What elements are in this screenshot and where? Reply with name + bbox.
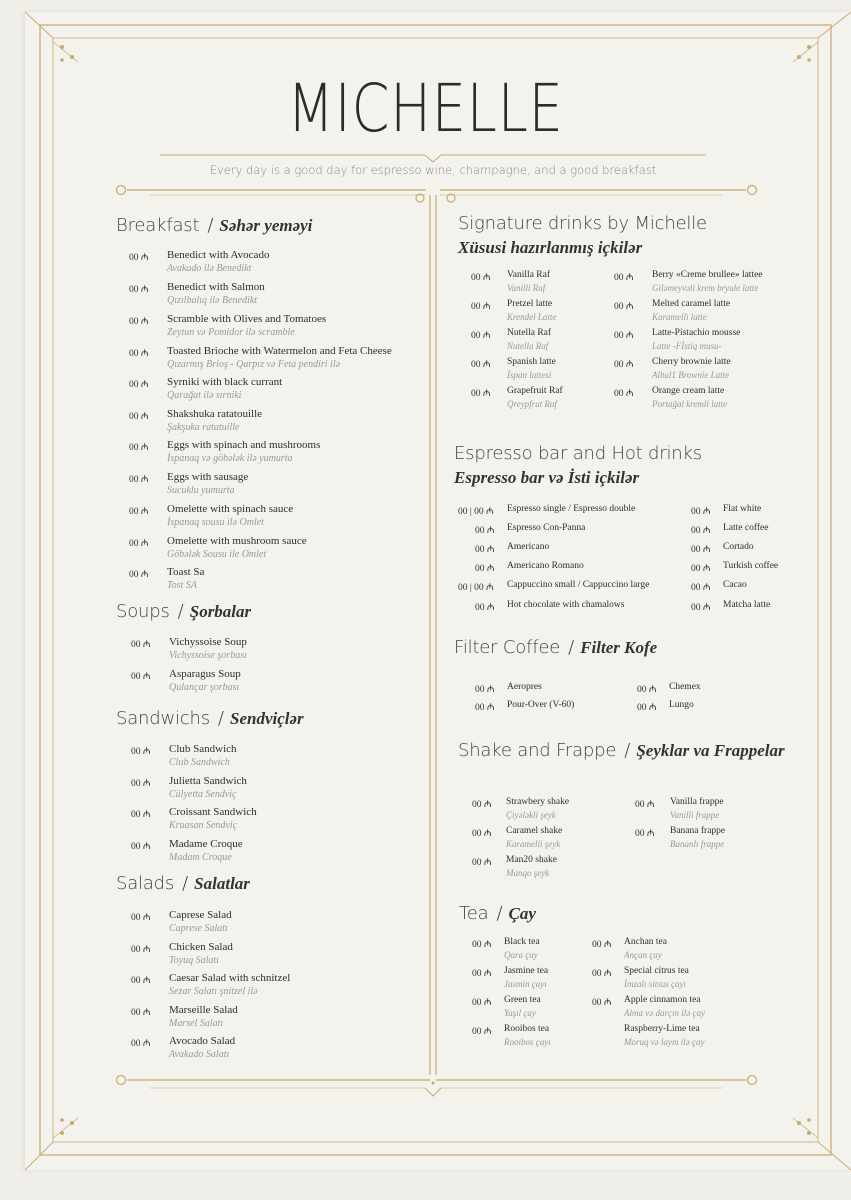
item-name: Chemex: [669, 682, 701, 692]
item-price: 00 ₼: [131, 913, 151, 923]
item-price: 00 ₼: [129, 507, 149, 517]
item-price: 00 ₼: [129, 412, 149, 422]
item-name: Club Sandwich: [169, 743, 237, 755]
item-price: 00 ₼: [472, 969, 492, 979]
item-price: 00 ₼: [691, 583, 711, 593]
item-price: 00 ₼: [592, 940, 612, 950]
item-name-az: Bananlı frappe: [670, 839, 725, 849]
item-price: 00 ₼: [131, 976, 151, 986]
item-name: Benedict with Salmon: [167, 281, 265, 293]
item-name-az: Vanilli frappe: [670, 810, 720, 820]
item-name: Shakshuka ratatouille: [167, 408, 263, 420]
item-price: 00 ₼: [472, 998, 492, 1008]
item-name-az: Club Sandwich: [169, 757, 230, 768]
section-shake-title: Shake and Frappe / Şeyklar va Frappelar: [458, 740, 785, 761]
item-name-az: Çiyələkli şeyk: [506, 810, 556, 820]
item-name-az: Latte -Fİstiq musu-: [652, 341, 722, 351]
item-name: Omelette with spinach sauce: [167, 503, 294, 515]
section-breakfast-title: Breakfast / Səhər yeməyi: [116, 215, 313, 236]
item-name-az: Alma və darçın ilə çay: [624, 1008, 705, 1018]
item-name-az: Qreypfrut Raf: [507, 399, 557, 409]
item-name-az: Qızarmış Brioş - Qarpız və Feta pendiri ilə: [167, 359, 341, 370]
item-name: Cappuccino small / Cappuccino large: [507, 580, 650, 590]
item-price: 00 ₼: [592, 969, 612, 979]
item-name: Eggs with spinach and mushrooms: [167, 439, 321, 451]
item-name-az: Jasmin çayı: [504, 979, 547, 989]
item-name-az: Zeytun və Pomidor ilə scramble: [167, 327, 295, 338]
item-name-az: Albal1 Brownie Latte: [652, 370, 730, 380]
item-price: 00 ₼: [472, 829, 492, 839]
item-price: 00 ₼: [614, 331, 634, 341]
item-price: 00 ₼: [131, 810, 151, 820]
item-price: 00 ₼: [471, 360, 491, 370]
item-price: 00 ₼: [131, 945, 151, 955]
item-name: Omelette with mushroom sauce: [167, 535, 307, 547]
item-price: 00 ₼: [129, 317, 149, 327]
item-price: 00 ₼: [475, 545, 495, 555]
item-name: Cortado: [723, 542, 754, 552]
item-name: Julietta Sandwich: [169, 775, 247, 787]
item-price: 00 ₼: [471, 389, 491, 399]
item-name: Eggs with sausage: [167, 471, 249, 483]
item-name-az: Marsel Salatı: [169, 1018, 224, 1029]
item-name: Strawbery shake: [506, 797, 570, 807]
item-name: Vanilla Raf: [507, 270, 551, 280]
section-tea-title: Tea / Çay: [459, 903, 536, 924]
item-name-az: Vichyssoise şorbası: [169, 650, 247, 661]
item-name: Cacao: [723, 580, 747, 590]
section-filter-title: Filter Coffee / Filter Kofe: [454, 637, 658, 658]
item-name: Man20 shake: [506, 855, 557, 865]
item-name-az: Toyuq Salatı: [169, 955, 219, 966]
item-name: Toasted Brioche with Watermelon and Feta Cheese: [167, 345, 392, 357]
item-price: 00 | 00 ₼: [458, 583, 494, 593]
item-price: 00 ₼: [472, 858, 492, 868]
item-name: Caramel shake: [506, 826, 563, 836]
item-price: 00 ₼: [614, 389, 634, 399]
item-name: Marseille Salad: [169, 1004, 238, 1016]
item-name: Berry «Creme brullee» lattee: [652, 270, 763, 280]
item-name: Caprese Salad: [169, 909, 232, 921]
item-name-az: Portağal kremli latte: [652, 399, 728, 409]
item-name-az: Göbələk Sousu ile Omlet: [167, 549, 267, 560]
item-price: 00 ₼: [472, 1027, 492, 1037]
item-name: Scramble with Olives and Tomatoes: [167, 313, 327, 325]
item-name: Green tea: [504, 995, 541, 1005]
item-name-az: Moruq və laym ilə çay: [624, 1037, 705, 1047]
item-name: Melted caramel latte: [652, 299, 731, 309]
item-name: Avocado Salad: [169, 1035, 236, 1047]
item-name-az: Tost SA: [167, 580, 197, 591]
item-name: Asparagus Soup: [169, 668, 241, 680]
item-name-az: Qulançar şorbası: [169, 682, 240, 693]
item-name: Americano Romano: [507, 561, 584, 571]
section-sandwiches-title: Sandwichs / Sendviçlər: [116, 708, 304, 729]
item-name: Anchan tea: [624, 937, 667, 947]
item-price: 00 ₼: [472, 940, 492, 950]
item-name-az: Rooibos çayı: [504, 1037, 551, 1047]
item-price: 00 ₼: [635, 829, 655, 839]
item-price: 00 ₼: [475, 685, 495, 695]
item-name-az: Madam Croque: [169, 852, 232, 863]
item-name-az: Karamelli şeyk: [506, 839, 561, 849]
item-price: 00 ₼: [129, 539, 149, 549]
item-name: Croissant Sandwich: [169, 806, 257, 818]
item-name: Aeropres: [507, 682, 542, 692]
item-price: 00 ₼: [691, 564, 711, 574]
item-name-az: Avakado ilə Benedikt: [167, 263, 252, 274]
item-price: 00 ₼: [637, 685, 657, 695]
item-price: 00 ₼: [691, 526, 711, 536]
item-price: 00 ₼: [131, 1008, 151, 1018]
item-name: Chicken Salad: [169, 941, 233, 953]
tagline: Every day is a good day for espresso wine, champagne, and a good breakfast: [209, 163, 657, 177]
item-name: Black tea: [504, 937, 540, 947]
item-price: 00 ₼: [691, 507, 711, 517]
item-price: 00 ₼: [131, 640, 151, 650]
item-price: 00 ₼: [691, 603, 711, 613]
item-price: 00 ₼: [131, 779, 151, 789]
item-name: Flat white: [723, 504, 762, 514]
item-name-az: Sezar Salatı şnitzel ilə: [169, 986, 258, 997]
item-name-az: Giləmeyvəli krem bryule latte: [652, 283, 759, 293]
item-name: Vichyssoise Soup: [169, 636, 247, 648]
item-price: 00 ₼: [475, 603, 495, 613]
item-name: Raspberry-Lime tea: [624, 1024, 700, 1034]
item-name: Caesar Salad with schnitzel: [169, 972, 291, 984]
item-price: 00 ₼: [614, 360, 634, 370]
item-price: 00 ₼: [475, 703, 495, 713]
item-price: 00 ₼: [131, 1039, 151, 1049]
item-name: Vanilla frappe: [670, 797, 724, 807]
item-price: 00 ₼: [129, 285, 149, 295]
item-name-az: Qarağat ilə sırniki: [167, 390, 242, 401]
item-name-az: İmzalı sitsus çayı: [624, 979, 686, 989]
item-name-az: Qızılbalıq ilə Benedikt: [167, 295, 257, 306]
item-name-az: Krendel Latte: [507, 312, 557, 322]
section-soups-title: Soups / Şorbalar: [116, 601, 252, 622]
item-name: Rooibos tea: [504, 1024, 550, 1034]
item-name: Pretzel latte: [507, 299, 553, 309]
item-name-az: Kruasan Sendviç: [169, 820, 238, 831]
item-price: 00 ₼: [129, 253, 149, 263]
item-name: Latte-Pistachio mousse: [652, 328, 741, 338]
item-price: 00 ₼: [691, 545, 711, 555]
item-price: 00 ₼: [129, 570, 149, 580]
item-name-az: Caprese Salatı: [169, 923, 228, 934]
item-name-az: Karamelli latte: [652, 312, 707, 322]
item-name: Americano: [507, 542, 550, 552]
item-name: Banana frappe: [670, 826, 726, 836]
item-price: 00 ₼: [614, 273, 634, 283]
item-name: Orange cream latte: [652, 386, 725, 396]
item-price: 00 ₼: [131, 672, 151, 682]
item-name-az: İspan lattesi: [507, 370, 552, 380]
item-name-az: Avakado Salatı: [169, 1049, 230, 1060]
item-price: 00 ₼: [592, 998, 612, 1008]
item-price: 00 | 00 ₼: [458, 507, 494, 517]
item-name: Special citrus tea: [624, 966, 689, 976]
item-name: Latte coffee: [723, 523, 769, 533]
brand-title: MICHELLE: [287, 70, 564, 147]
item-price: 00 ₼: [471, 302, 491, 312]
item-price: 00 ₼: [129, 380, 149, 390]
item-price: 00 ₼: [475, 526, 495, 536]
item-name: Benedict with Avocado: [167, 249, 270, 261]
item-price: 00 ₼: [129, 443, 149, 453]
item-price: 00 ₼: [131, 747, 151, 757]
item-price: 00 ₼: [475, 564, 495, 574]
item-name-az: Sucuklu yumurta: [167, 485, 235, 496]
item-name: Jasmine tea: [504, 966, 549, 976]
item-name: Matcha latte: [723, 600, 771, 610]
item-name-az: Vanilli Raf: [507, 283, 546, 293]
item-price: 00 ₼: [129, 349, 149, 359]
item-name: Toast Sa: [167, 566, 205, 578]
item-name: Grapefruit Raf: [507, 386, 563, 396]
item-name: Apple cinnamon tea: [624, 995, 701, 1005]
item-price: 00 ₼: [131, 842, 151, 852]
item-price: 00 ₼: [471, 331, 491, 341]
section-signature-title: Signature drinks by Michelle Xüsusi hazırlanmış içkilər: [458, 213, 707, 257]
item-name: Espresso single / Espresso double: [507, 504, 636, 514]
item-price: 00 ₼: [635, 800, 655, 810]
item-name: Cherry brownie latte: [652, 357, 731, 367]
item-name-az: Nutella Raf: [507, 341, 549, 351]
item-name-az: Cülyetta Sendviç: [169, 789, 237, 800]
item-name: Madame Croque: [169, 838, 243, 850]
item-name-az: İspanaq sousu ilə Omlet: [167, 517, 264, 528]
item-name-az: İspanaq və göbələk ilə yumurta: [167, 453, 293, 464]
item-name-az: Yaşıl çay: [504, 1008, 536, 1018]
item-name: Lungo: [669, 700, 694, 710]
item-name: Spanish latte: [507, 357, 556, 367]
item-name-az: Qara çay: [504, 950, 538, 960]
item-price: 00 ₼: [472, 800, 492, 810]
item-name: Nutella Raf: [507, 328, 552, 338]
item-name: Pour-Over (V-60): [507, 700, 575, 710]
section-salads-title: Salads / Salatlar: [116, 873, 250, 894]
item-name: Syrniki with black currant: [167, 376, 283, 388]
item-name-az: Manqo şeyk: [506, 868, 550, 878]
item-price: 00 ₼: [637, 703, 657, 713]
item-name-az: Şakşuka ratatuille: [167, 422, 240, 433]
item-price: 00 ₼: [471, 273, 491, 283]
item-name: Hot chocolate with chamalows: [507, 600, 625, 610]
section-espresso-title: Espresso bar and Hot drinks Espresso bar və İsti içkilər: [454, 443, 702, 487]
item-price: 00 ₼: [129, 475, 149, 485]
item-price: 00 ₼: [614, 302, 634, 312]
item-name-az: Ançan çay: [624, 950, 662, 960]
item-name: Turkish coffee: [723, 561, 779, 571]
item-name: Espresso Con-Panna: [507, 523, 586, 533]
